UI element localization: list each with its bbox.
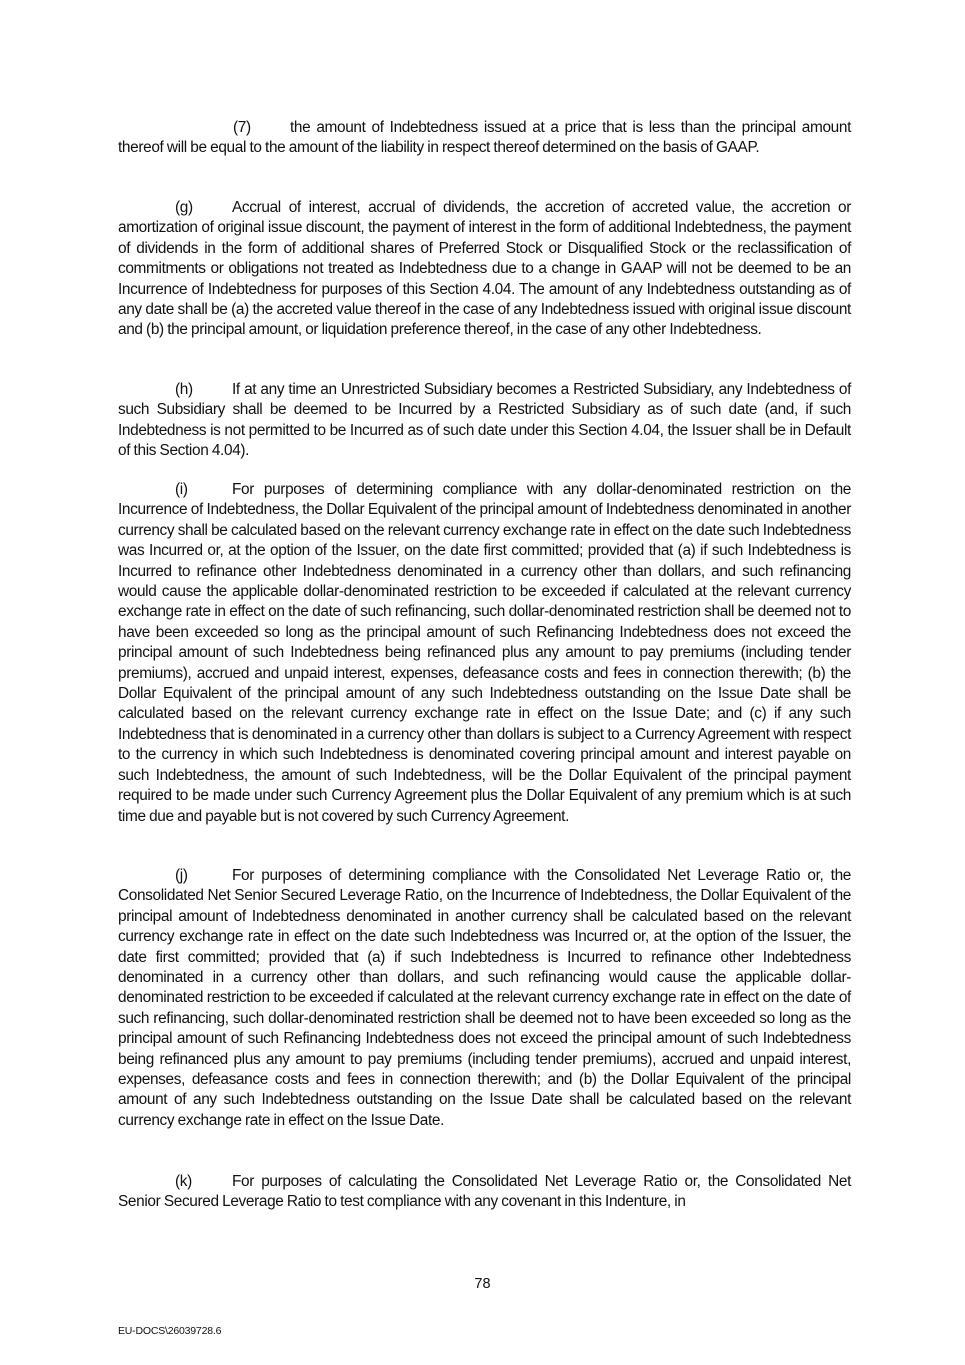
document-id: EU-DOCS\26039728.6	[118, 1325, 222, 1337]
paragraph-text: For purposes of determining compliance with the Consolidated Net Leverage Ratio or, the Consolidated Net Senior Secured Leverage Ratio, on the Incurrence of Indebtedness, the Dollar Equivalent of the principal amount of Indebtedness denominated in another currency shall be calculated based on the relevant currency exchange rate in effect on the date such Indebtedness was Incurred or, at the option of the Issuer, the date first committed; provided that (a) if such Indebtedness is Incurred to refinance other Indebtedness denominated in a currency other than dollars, and such refinancing would cause the applicable dollar-denominated restriction to be exceeded if calculated at the relevant currency exchange rate in effect on the date of such refinancing, such dollar-denominated restriction shall be deemed not to have been exceeded so long as the principal amount of such Refinancing Indebtedness does not exceed the principal amount of such Indebtedness being refinanced plus any amount to pay premiums (including tender premiums), accrued and unpaid interest, expenses, defeasance costs and fees in connection therewith; and (b) the Dollar Equivalent of the principal amount of any such Indebtedness outstanding on the Issue Date shall be calculated based on the relevant currency exchange rate in effect on the Issue Date.	[118, 867, 851, 1129]
paragraph-text: Accrual of interest, accrual of dividends, the accretion of accreted value, the accretion or amortization of original issue discount, the payment of interest in the form of additional Indebtedness, the payment of dividends in the form of additional shares of Preferred Stock or Disqualified Stock or the reclassification of commitments or obligations not treated as Indebtedness due to a change in GAAP will not be deemed to be an Incurrence of Indebtedness for purposes of this Section 4.04. The amount of any Indebtedness outstanding as of any date shall be (a) the accreted value thereof in the case of any Indebtedness issued with original issue discount and (b) the principal amount, or liquidation preference thereof, in the case of any other Indebtedness.	[118, 199, 851, 339]
paragraph-label: (j)	[175, 867, 188, 884]
paragraph-text: For purposes of determining compliance with any dollar-denominated restriction on the Incurrence of Indebtedness, the Dollar Equivalent of the principal amount of Indebtedness denominated in another currency shall be calculated based on the relevant currency exchange rate in effect on the date such Indebtedness was Incurred or, at the option of the Issuer, on the date first committed; provided that (a) if such Indebtedness is Incurred to refinance other Indebtedness denominated in a currency other than dollars, and such refinancing would cause the applicable dollar-denominated restriction to be exceeded if calculated at the relevant currency exchange rate in effect on the date of such refinancing, such dollar-denominated restriction shall be deemed not to have been exceeded so long as the principal amount of such Refinancing Indebtedness does not exceed the principal amount of such Indebtedness being refinanced plus any amount to pay premiums (including tender premiums), accrued and unpaid interest, expenses, defeasance costs and fees in connection therewith; (b) the Dollar Equivalent of the principal amount of any such Indebtedness outstanding on the Issue Date shall be calculated based on the relevant currency exchange rate in effect on the Issue Date; and (c) if any such Indebtedness that is denominated in a currency other than dollars is subject to a Currency Agreement with respect to the currency in which such Indebtedness is denominated covering principal amount and interest payable on such Indebtedness, the amount of such Indebtedness, will be the Dollar Equivalent of the principal payment required to be made under such Currency Agreement plus the Dollar Equivalent of any premium which is at such time due and payable but is not covered by such Currency Agreement.	[118, 481, 851, 825]
paragraph-7	[118, 118, 851, 159]
paragraph-label: (k)	[175, 1173, 192, 1190]
paragraph-label: (7)	[233, 119, 251, 136]
paragraph-label: (i)	[175, 481, 188, 498]
paragraph-text: If at any time an Unrestricted Subsidiary becomes a Restricted Subsidiary, any Indebtedness of such Subsidiary shall be deemed to be Incurred by a Restricted Subsidiary as of such date (and, if such Indebtedness is not permitted to be Incurred as of such date under this Section 4.04, the Issuer shall be in Default of this Section 4.04).	[118, 381, 851, 460]
paragraph-text: the amount of Indebtedness issued at a price that is less than the principal amount thereof will be equal to the amount of the liability in respect thereof determined on the basis of GAAP.	[118, 119, 851, 157]
paragraph-text: For purposes of calculating the Consolidated Net Leverage Ratio or, the Consolidated Net Senior Secured Leverage Ratio to test compliance with any covenant in this Indenture, in	[118, 1173, 851, 1211]
paragraph-j	[118, 866, 851, 1131]
paragraph-k	[118, 1172, 851, 1213]
paragraph-label: (g)	[175, 199, 193, 216]
paragraph-i	[118, 480, 851, 827]
paragraph-g	[118, 198, 851, 341]
paragraph-h	[118, 380, 851, 462]
page-number: 78	[474, 1276, 491, 1292]
paragraph-label: (h)	[175, 381, 193, 398]
